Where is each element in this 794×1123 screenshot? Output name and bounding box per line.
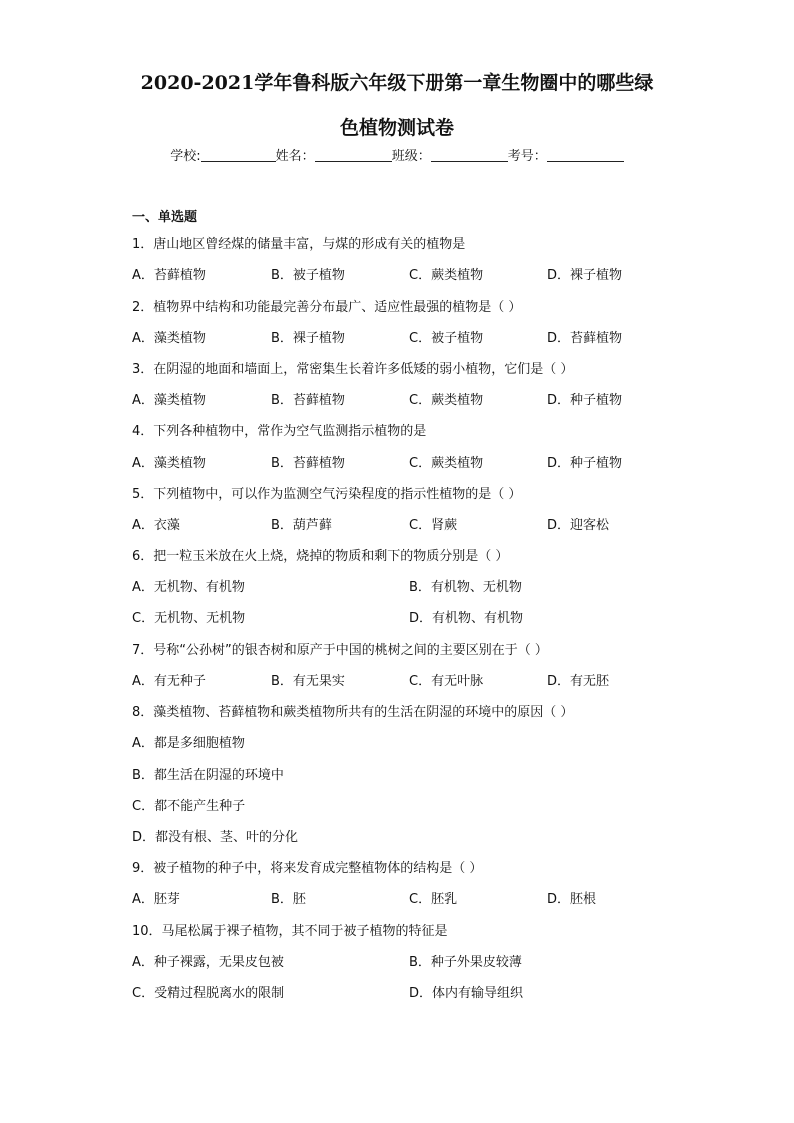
option-row	[132, 826, 652, 844]
section-heading: 一、单选题	[132, 210, 198, 225]
option-row	[132, 764, 652, 782]
option-a[interactable]: A．衣藻	[132, 518, 180, 533]
question-stem: 3．在阴湿的地面和墙面上，常密集生长着许多低矮的弱小植物，它们是（ ）	[132, 362, 574, 377]
question-stem: 9．被子植物的种子中，将来发育成完整植物体的结构是（ ）	[132, 861, 483, 876]
option-d[interactable]: D．胚根	[547, 892, 597, 907]
option-a[interactable]: A．藻类植物	[132, 456, 206, 471]
option-b[interactable]: B．裸子植物	[271, 331, 345, 346]
number-label: 考号：	[507, 149, 547, 164]
option-row	[132, 607, 652, 625]
option-d[interactable]: D．有机物、有机物	[409, 611, 524, 626]
option-a[interactable]: A．胚芽	[132, 892, 180, 907]
option-b[interactable]: B．被子植物	[271, 268, 345, 283]
option-c[interactable]: C．蕨类植物	[409, 393, 484, 408]
option-d[interactable]: D．苔藓植物	[547, 331, 623, 346]
class-blank[interactable]	[431, 147, 508, 162]
option-d[interactable]: D．种子植物	[547, 393, 623, 408]
option-row	[132, 670, 652, 688]
option-c[interactable]: C．被子植物	[409, 331, 484, 346]
option-d[interactable]: D．裸子植物	[547, 268, 623, 283]
option-row	[132, 732, 652, 750]
option-c[interactable]: C．蕨类植物	[409, 456, 484, 471]
school-blank[interactable]	[201, 147, 276, 162]
option-row	[132, 951, 652, 969]
number-blank[interactable]	[547, 147, 624, 162]
name-label: 姓名：	[275, 149, 315, 164]
school-label: 学校:	[170, 149, 201, 164]
option-d[interactable]: D．迎客松	[547, 518, 610, 533]
option-b[interactable]: B．葫芦藓	[271, 518, 332, 533]
option-a[interactable]: A．种子裸露，无果皮包被	[132, 955, 284, 970]
option-a[interactable]: A．无机物、有机物	[132, 580, 245, 595]
name-blank[interactable]	[315, 147, 392, 162]
option-c[interactable]: C．胚乳	[409, 892, 458, 907]
option-b[interactable]: B．都生活在阴湿的环境中	[132, 768, 284, 783]
option-c[interactable]: C．无机物、无机物	[132, 611, 246, 626]
option-d[interactable]: D．种子植物	[547, 456, 623, 471]
question-stem: 7．号称“公孙树”的银杏树和原产于中国的桃树之间的主要区别在于（ ）	[132, 643, 548, 658]
exam-title-line2: 色植物测试卷	[339, 117, 454, 139]
option-row	[132, 888, 652, 906]
option-row	[132, 264, 652, 282]
option-row	[132, 795, 652, 813]
option-d[interactable]: D．有无胚	[547, 674, 610, 689]
option-row	[132, 982, 652, 1000]
option-c[interactable]: C．受精过程脱离水的限制	[132, 986, 285, 1001]
option-c[interactable]: C．蕨类植物	[409, 268, 484, 283]
question-stem: 8．藻类植物、苔藓植物和蕨类植物所共有的生活在阴湿的环境中的原因（ ）	[132, 705, 574, 720]
option-a[interactable]: A．有无种子	[132, 674, 206, 689]
option-row	[132, 576, 652, 594]
question-stem: 2．植物界中结构和功能最完善分布最广、适应性最强的植物是（ ）	[132, 300, 522, 315]
option-a[interactable]: A．苔藓植物	[132, 268, 206, 283]
option-row	[132, 389, 652, 407]
question-stem: 6．把一粒玉米放在火上烧，烧掉的物质和剩下的物质分别是（ ）	[132, 549, 509, 564]
option-b[interactable]: B．种子外果皮较薄	[409, 955, 522, 970]
option-c[interactable]: C．都不能产生种子	[132, 799, 246, 814]
option-b[interactable]: B．胚	[271, 892, 306, 907]
question-stem: 10．马尾松属于裸子植物，其不同于被子植物的特征是	[132, 924, 448, 939]
option-b[interactable]: B．苔藓植物	[271, 456, 345, 471]
student-info-line	[0, 145, 794, 164]
option-row	[132, 514, 652, 532]
question-stem: 1．唐山地区曾经煤的储量丰富，与煤的形成有关的植物是	[132, 237, 466, 252]
question-stem: 4．下列各种植物中，常作为空气监测指示植物的是	[132, 424, 427, 439]
class-label: 班级：	[391, 149, 431, 164]
option-b[interactable]: B．苔藓植物	[271, 393, 345, 408]
option-c[interactable]: C．肾蕨	[409, 518, 458, 533]
option-b[interactable]: B．有机物、无机物	[409, 580, 522, 595]
option-a[interactable]: A．藻类植物	[132, 393, 206, 408]
option-a[interactable]: A．藻类植物	[132, 331, 206, 346]
option-a[interactable]: A．都是多细胞植物	[132, 736, 245, 751]
question-stem: 5．下列植物中，可以作为监测空气污染程度的指示性植物的是（ ）	[132, 487, 522, 502]
option-d[interactable]: D．体内有输导组织	[409, 986, 524, 1001]
option-d[interactable]: D．都没有根、茎、叶的分化	[132, 830, 299, 845]
option-row	[132, 327, 652, 345]
exam-title-line1: 2020-2021学年鲁科版六年级下册第一章生物圈中的哪些绿	[140, 72, 654, 94]
option-b[interactable]: B．有无果实	[271, 674, 345, 689]
option-c[interactable]: C．有无叶脉	[409, 674, 484, 689]
option-row	[132, 452, 652, 470]
